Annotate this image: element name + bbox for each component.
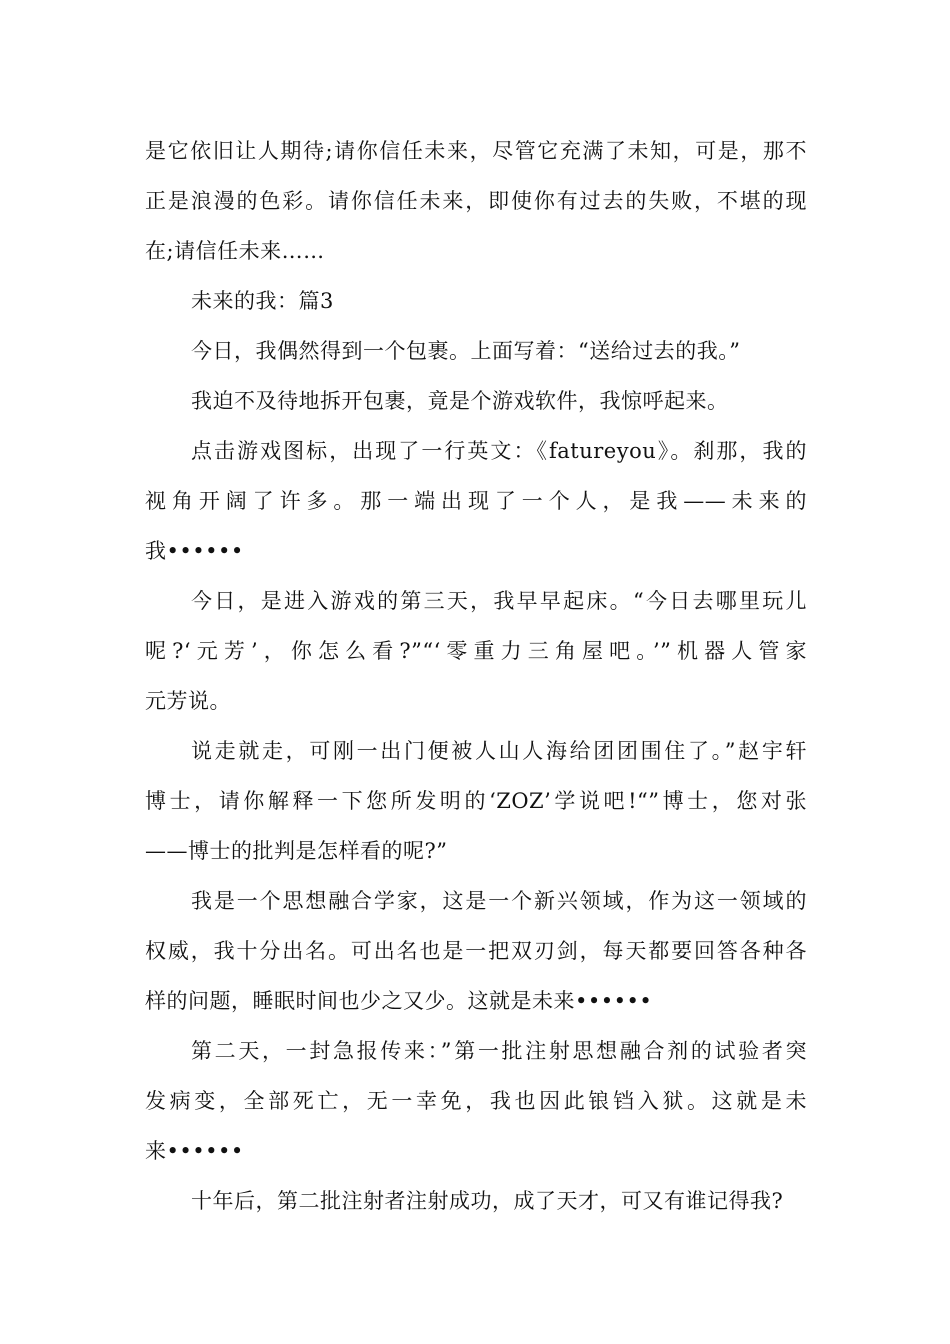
text-line: 样的问题，睡眠时间也少之又少。这就是未来•••••• [145, 989, 653, 1013]
text-line: 点击游戏图标，出现了一行英文：《fatureyou》。刹那，我的 [191, 439, 807, 463]
paragraph [145, 726, 807, 876]
text-line: 我•••••• [145, 539, 244, 563]
text-line: 元芳说。 [145, 689, 231, 713]
paragraph [145, 126, 807, 276]
text-line: 今日，我偶然得到一个包裹。上面写着：“送给过去的我。” [191, 339, 741, 363]
paragraph [145, 326, 807, 426]
text-line: 未来的我：篇3 [191, 289, 334, 313]
text-line: 视角开阔了许多。那一端出现了一个人，是我——未来的 [145, 489, 807, 513]
text-line: 发病变，全部死亡，无一幸免，我也因此锒铛入狱。这就是未 [145, 1089, 807, 1113]
text-line: 在;请信任未来…… [145, 239, 325, 263]
text-line: 我迫不及待地拆开包裹，竟是个游戏软件，我惊呼起来。 [191, 389, 729, 413]
text-line: 今日，是进入游戏的第三天，我早早起床。“今日去哪里玩儿 [191, 589, 807, 613]
text-line: 是它依旧让人期待;请你信任未来，尽管它充满了未知，可是，那不 [145, 139, 807, 163]
text-line: 博士，请你解释一下您所发明的‘ZOZ’学说吧!“”博士，您对张 [145, 789, 807, 813]
text-line: 我是一个思想融合学家，这是一个新兴领域，作为这一领域的 [191, 889, 807, 913]
text-line: ——博士的批判是怎样看的呢?” [145, 839, 448, 863]
text-line: 来•••••• [145, 1139, 244, 1163]
paragraph [145, 1026, 807, 1176]
paragraph [145, 426, 807, 576]
section-heading [145, 276, 807, 326]
document-body [145, 126, 807, 1226]
paragraph [145, 876, 807, 1026]
text-line: 说走就走，可刚一出门便被人山人海给团团围住了。”赵宇轩 [191, 739, 807, 763]
paragraph [145, 576, 807, 726]
text-line: 第二天，一封急报传来：”第一批注射思想融合剂的试验者突 [191, 1039, 807, 1063]
text-line: 正是浪漫的色彩。请你信任未来，即使你有过去的失败，不堪的现 [145, 189, 807, 213]
paragraph [145, 1176, 807, 1226]
text-line: 呢?‘元芳’，你怎么看?”“‘零重力三角屋吧。’”机器人管家 [145, 639, 807, 663]
text-line: 十年后，第二批注射者注射成功，成了天才，可又有谁记得我? [191, 1189, 784, 1213]
text-line: 权威，我十分出名。可出名也是一把双刃剑，每天都要回答各种各 [145, 939, 807, 963]
